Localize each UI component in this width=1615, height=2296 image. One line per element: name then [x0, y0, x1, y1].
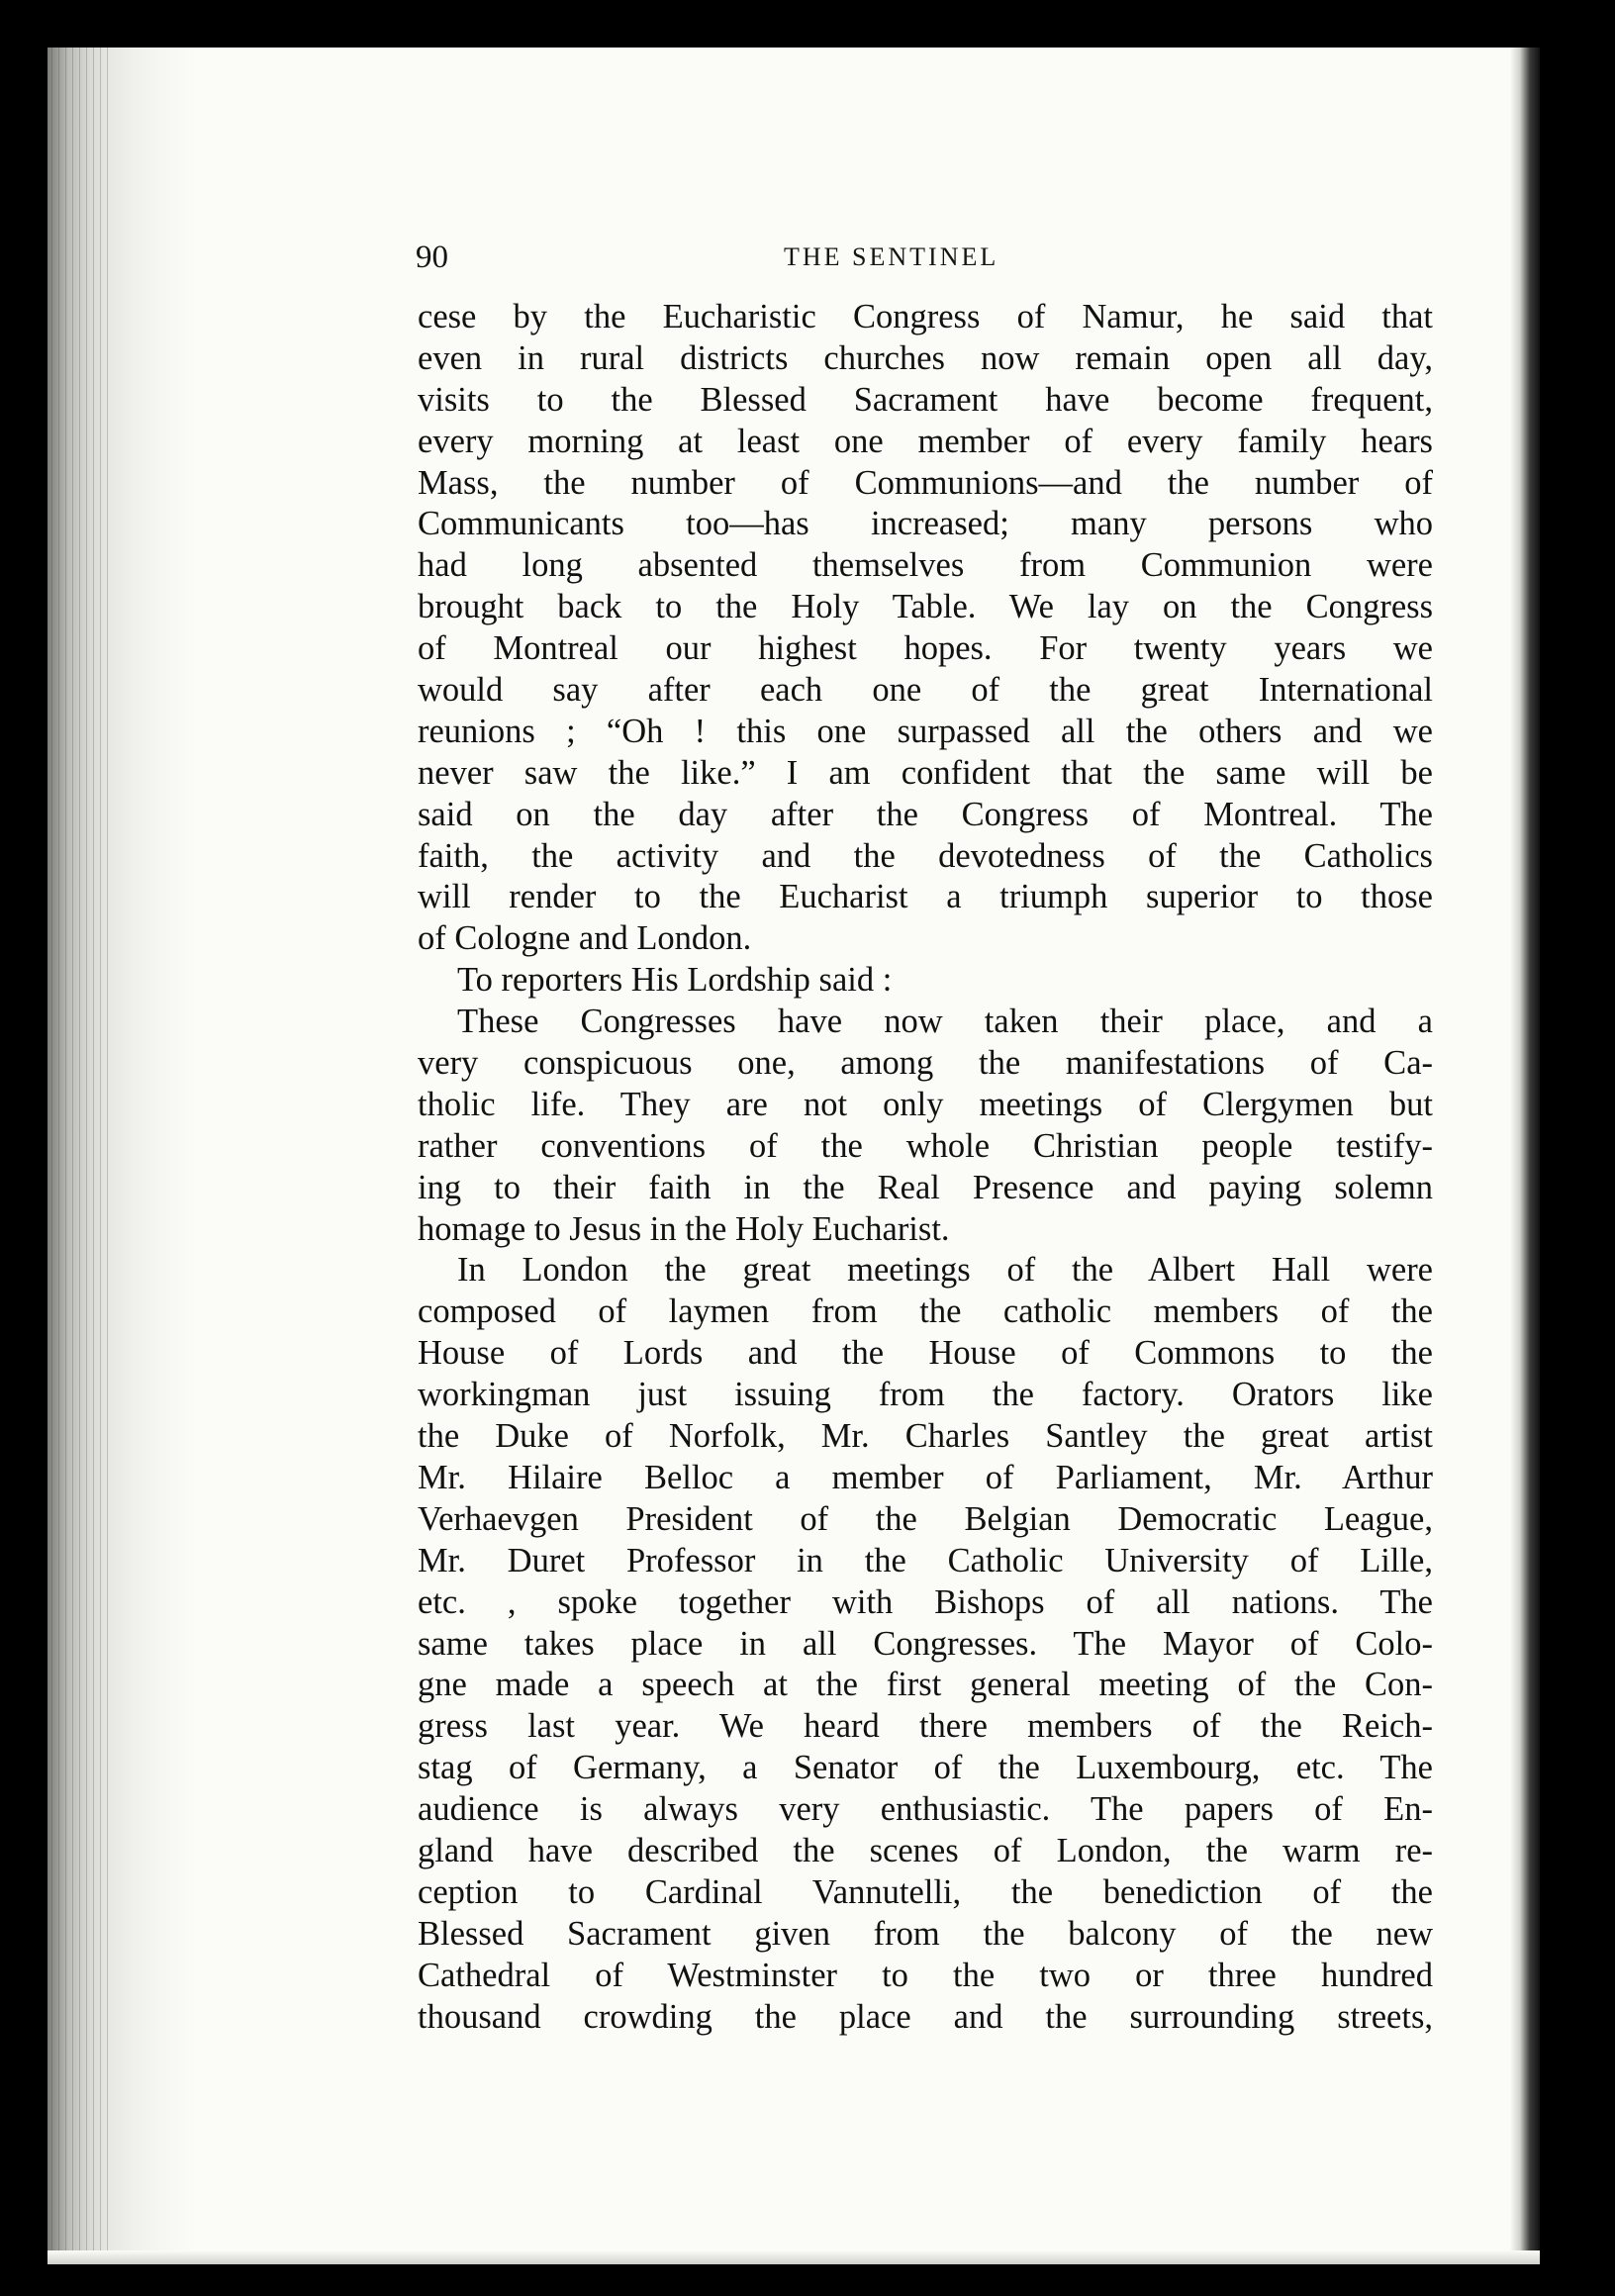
text-line: said on the day after the Congress of Montreal. The [418, 795, 1433, 833]
text-line: would say after each one of the great International [418, 671, 1433, 710]
text-line: etc. , spoke together with Bishops of all nations. The [418, 1582, 1433, 1621]
text-line: These Congresses have now taken their place, and a [457, 1003, 1433, 1041]
text-line: Verhaevgen President of the Belgian Democratic League, [418, 1499, 1433, 1538]
text-line: tholic life. They are not only meetings of Clergymen but [418, 1085, 1433, 1123]
text-line: very conspicuous one, among the manifestations of Ca- [418, 1044, 1433, 1083]
text-line: of Cologne and London. [418, 919, 752, 958]
text-line: even in rural districts churches now remain open all day, [418, 338, 1433, 377]
text-line: of Montreal our highest hopes. For twenty years we [418, 629, 1433, 668]
text-line: had long absented themselves from Communion were [418, 546, 1433, 585]
running-title: THE SENTINEL [784, 242, 999, 271]
text-line: every morning at least one member of every family hears [418, 422, 1433, 460]
text-line: homage to Jesus in the Holy Eucharist. [418, 1209, 950, 1248]
text-line: gress last year. We heard there members of the Reich- [418, 1707, 1433, 1746]
text-line: To reporters His Lordship said : [457, 961, 893, 1000]
text-line: same takes place in all Congresses. The Mayor of Colo- [418, 1624, 1433, 1663]
text-line: ception to Cardinal Vannutelli, the benediction of the [418, 1872, 1433, 1911]
text-line: brought back to the Holy Table. We lay on the Congress [418, 588, 1433, 626]
page-edges [51, 48, 111, 2264]
text-line: audience is always very enthusiastic. The papers of En- [418, 1790, 1433, 1829]
text-line: In London the great meetings of the Albert Hall were [457, 1251, 1433, 1290]
text-line: cese by the Eucharistic Congress of Namur, he said that [418, 298, 1433, 335]
body-text [418, 297, 1433, 2038]
text-line: Cathedral of Westminster to the two or three hundred [418, 1956, 1433, 1994]
text-line: never saw the like.” I am confident that the same will be [418, 753, 1433, 792]
text-line: gne made a speech at the first general meeting of the Con- [418, 1666, 1433, 1704]
text-line: Mr. Duret Professor in the Catholic University of Lille, [418, 1541, 1433, 1579]
text-line: visits to the Blessed Sacrament have become frequent, [418, 380, 1433, 419]
right-page-edge [1510, 48, 1540, 2264]
binding-gutter [48, 48, 196, 2264]
text-line: reunions ; “Oh ! this one surpassed all the others and we [418, 712, 1433, 750]
text-line: Blessed Sacrament given from the balcony of the new [418, 1914, 1433, 1953]
text-line: rather conventions of the whole Christian people testify- [418, 1126, 1433, 1165]
text-line: will render to the Eucharist a triumph superior to those [418, 878, 1433, 916]
text-line: the Duke of Norfolk, Mr. Charles Santley the great artist [418, 1417, 1433, 1456]
text-line: faith, the activity and the devotedness of the Catholics [418, 836, 1433, 875]
text-line: Mass, the number of Communions—and the number of [418, 463, 1433, 502]
text-line: Mr. Hilaire Belloc a member of Parliament, Mr. Arthur [418, 1458, 1433, 1496]
text-line: stag of Germany, a Senator of the Luxembourg, etc. The [418, 1749, 1433, 1787]
text-line: composed of laymen from the catholic members of the [418, 1292, 1433, 1331]
text-line: ing to their faith in the Real Presence and paying solemn [418, 1168, 1433, 1206]
text-line: thousand crowding the place and the surrounding streets, [418, 1997, 1433, 2036]
page-number: 90 [416, 239, 448, 275]
scan-top-border [0, 0, 1615, 49]
text-line: House of Lords and the House of Commons to the [418, 1334, 1433, 1373]
running-head [416, 238, 1484, 277]
text-line: gland have described the scenes of London, the warm re- [418, 1831, 1433, 1869]
text-line: workingman just issuing from the factory. Orators like [418, 1376, 1433, 1414]
bottom-page-edge [48, 2250, 1540, 2264]
text-line: Communicants too—has increased; many persons who [418, 505, 1433, 543]
